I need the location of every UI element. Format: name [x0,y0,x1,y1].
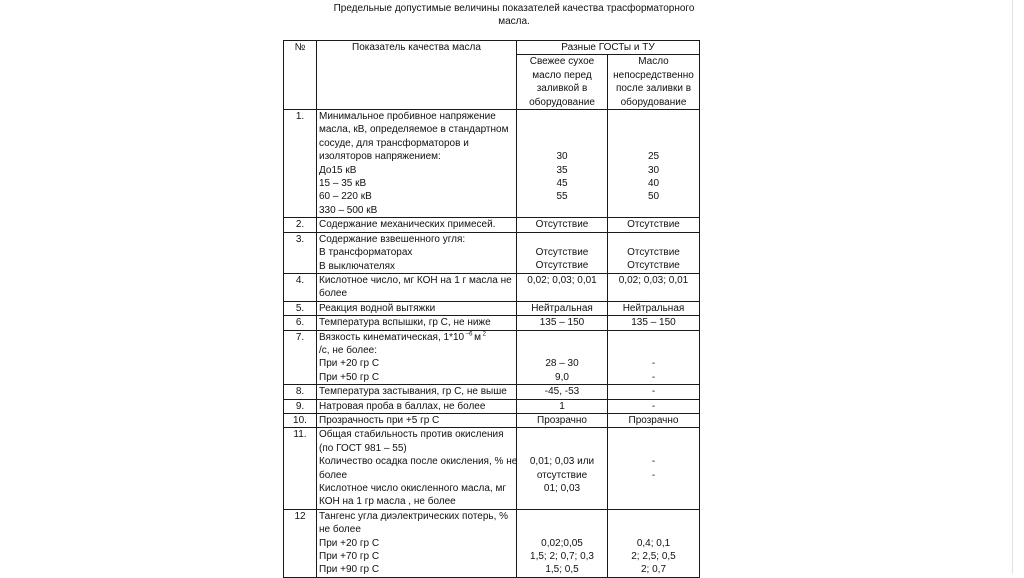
row-after-value: - [608,399,700,413]
param-line: не более [319,524,361,536]
value-line: 1,5; 2; 0,7; 0,3 [530,551,594,562]
page-title [280,2,748,29]
param-line: До15 кВ [319,164,357,176]
value-line: 28 – 30 [545,358,579,370]
row-num: 8. [284,385,317,399]
row-num: 5. [284,301,317,315]
row-param [317,330,517,385]
header-after-fill: Масло непосредственно после заливки в оборудование [608,55,700,110]
param-line: При +90 гр С [319,564,380,576]
header-group: Разные ГОСТы и ТУ [517,41,700,55]
value-line: Отсутствие [535,247,589,259]
table-row [284,385,700,399]
value-line: 0,4; 0,1 [636,537,671,549]
quality-table [283,40,700,578]
row-fresh-value [517,110,608,218]
param-line: При +20 гр С [319,537,380,549]
row-fresh-value: Прозрачно [517,413,608,427]
row-param: Температура вспышки, гр С, не ниже [317,316,517,330]
value-line: - [651,469,656,481]
row-param [317,509,517,577]
row-param [317,273,517,301]
row-fresh-value [517,330,608,385]
row-after-value [608,232,700,273]
param-line: более [319,469,348,481]
table-row [284,399,700,413]
header-fresh-oil: Свежее сухое масло перед заливкой в оборудование [517,55,608,110]
header-num: № [284,41,317,110]
row-param [317,232,517,273]
table-row [284,413,700,427]
viscosity-exponent: –6 [464,331,475,338]
row-num: 12 [284,509,317,577]
value-line: 40 [647,178,660,190]
row-param: Температура застывания, гр С, не выше [317,385,517,399]
value-line: - [651,358,656,370]
row-num: 7. [284,330,317,385]
value-line: 2; 0,7 [640,564,667,576]
row-after-value: Нейтральная [608,301,700,315]
value-line: 25 [647,151,660,163]
row-after-value [608,509,700,577]
param-line: При +70 гр С [319,551,380,563]
row-fresh-value [517,428,608,509]
row-num: 3. [284,232,317,273]
value-line: 35 [556,164,568,176]
value-line: 9,0 [555,371,569,383]
row-fresh-value [517,509,608,577]
param-line: При +20 гр С [319,358,380,370]
param-line: КОН на 1 гр масла , не более [319,496,456,508]
viscosity-line [319,331,514,344]
param-line: Количество осадка после окисления, % не [319,456,518,468]
title-line-2: масла. [498,16,530,28]
value-line: 55 [556,191,568,203]
table-row [284,110,700,218]
table-row [284,428,700,509]
row-after-value: Прозрачно [608,413,700,427]
value-line: 50 [647,191,660,203]
row-num: 4. [284,273,317,301]
row-fresh-value [517,232,608,273]
row-param: Содержание механических примесей. [317,218,517,232]
param-line: изоляторов напряжением: [319,151,441,163]
param-line: В трансформаторах [319,247,413,259]
value-line: 45 [556,178,568,190]
row-fresh-value: 135 – 150 [517,316,608,330]
row-num: 11. [284,428,317,509]
param-line: В выключателях [319,260,396,272]
param-line: Общая стабильность против окисления [319,429,504,441]
row-param: Натровая проба в баллах, не более [317,399,517,413]
table-row [284,330,700,385]
param-line: масла, кВ, определяемое в стандартном [319,124,509,136]
value-line: 0,01; 0,03 или [529,456,595,468]
row-num: 9. [284,399,317,413]
row-fresh-value: -45, -53 [517,385,608,399]
row-after-value: 135 – 150 [608,316,700,330]
value-line: - [651,371,656,383]
row-param: Прозрачность при +5 гр С [317,413,517,427]
value-line: 30 [556,151,568,163]
row-fresh-value: Отсутствие [517,218,608,232]
param-line: более [319,288,348,300]
value-line: - [651,456,656,468]
param-line: Минимальное пробивное напряжение [319,111,496,123]
row-fresh-value: 0,02; 0,03; 0,01 [517,273,608,301]
row-num: 1. [284,110,317,218]
value-line: 01; 0,03 [543,482,581,494]
param-line: При +50 гр С [319,371,380,383]
row-param [317,428,517,509]
row-after-value [608,330,700,385]
row-fresh-value: Нейтральная [517,301,608,315]
row-after-value: - [608,385,700,399]
param-line: 330 – 500 кВ [319,204,378,216]
param-line: Тангенс угла диэлектрических потерь, % [319,510,509,522]
table-row [284,232,700,273]
value-line: 1,5; 0,5 [545,564,579,576]
table-row [284,301,700,315]
header-param: Показатель качества масла [317,41,517,110]
row-after-value: Отсутствие [608,218,700,232]
value-line: 30 [647,164,660,176]
table-row [284,316,700,330]
table-header-row [284,41,700,55]
param-line: Кислотное число, мг КОН на 1 г масла не [319,274,512,286]
value-line: 0,02;0,05 [541,537,583,549]
value-line: 2; 2,5; 0,5 [631,551,676,562]
row-num: 6. [284,316,317,330]
row-fresh-value: 1 [517,399,608,413]
row-param: Реакция водной вытяжки [317,301,517,315]
param-line: 15 – 35 кВ [319,178,367,190]
value-line: Отсутствие [535,260,589,272]
row-after-value [608,428,700,509]
param-line: Кислотное число окисленного масла, мг [319,483,506,494]
table-row [284,509,700,577]
viscosity-unit: м [474,331,481,343]
row-param [317,110,517,218]
table-row [284,273,700,301]
param-line: сосуде, для трансформаторов и [319,137,469,149]
value-line: Отсутствие [627,260,680,272]
row-num: 2. [284,218,317,232]
param-line: Содержание взвешенного угля: [319,233,466,245]
param-line: /с, не более: [319,344,378,356]
title-line-1: Предельные допустимые величины показателей качества трасформаторного [333,3,695,14]
value-line: Отсутствие [627,247,680,259]
viscosity-text: Вязкость кинематическая, 1*10 [319,331,465,343]
viscosity-unit-exponent: 2 [480,331,486,338]
param-line: (по ГОСТ 981 – 55) [319,442,407,454]
value-line: отсутствие [536,469,588,481]
table-row [284,218,700,232]
row-after-value [608,110,700,218]
slide-edge-divider [1012,0,1013,574]
row-num: 10. [284,413,317,427]
param-line: 60 – 220 кВ [319,191,372,203]
row-after-value: 0,02; 0,03; 0,01 [608,273,700,301]
